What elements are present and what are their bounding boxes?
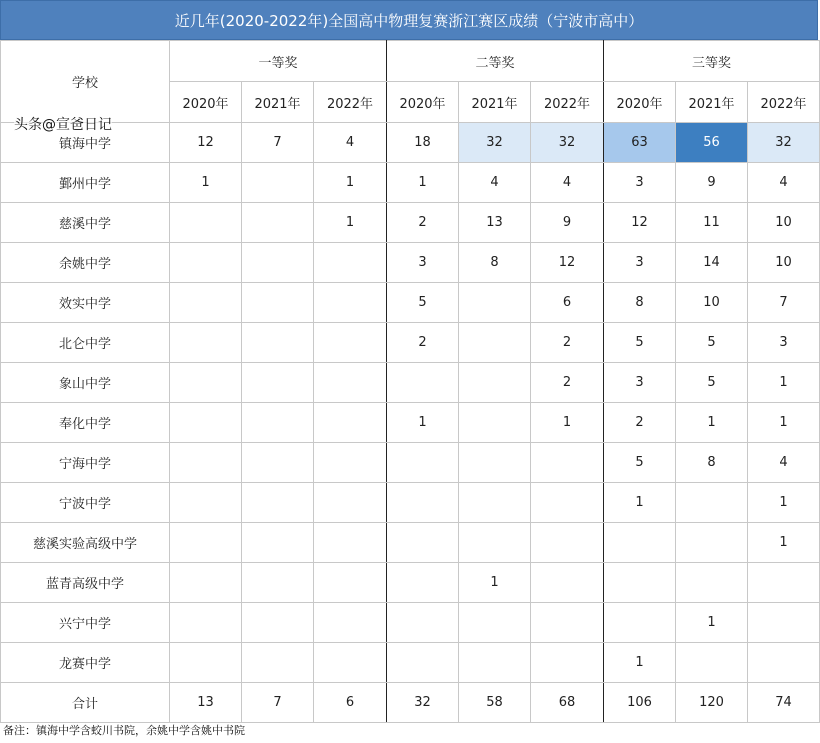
- table-cell: 1: [387, 403, 459, 443]
- table-cell: [314, 323, 387, 363]
- table-cell: 18: [387, 123, 459, 163]
- table-row: [1, 323, 820, 363]
- table-row: [1, 443, 820, 483]
- table-cell: [170, 523, 242, 563]
- table-cell: 32: [459, 123, 531, 163]
- table-cell: [170, 483, 242, 523]
- table-cell: 1: [676, 603, 748, 643]
- table-cell: 6: [531, 283, 604, 323]
- school-name: 余姚中学: [1, 243, 170, 283]
- total-cell: 74: [748, 683, 820, 723]
- table-cell: [242, 323, 314, 363]
- year-header: 2022年: [314, 82, 387, 123]
- total-cell: 32: [387, 683, 459, 723]
- year-header: 2021年: [242, 82, 314, 123]
- table-cell: 1: [531, 403, 604, 443]
- year-header: 2022年: [531, 82, 604, 123]
- table-cell: [314, 403, 387, 443]
- table-cell: [242, 403, 314, 443]
- table-cell: 32: [531, 123, 604, 163]
- table-cell: 8: [604, 283, 676, 323]
- award-header: 一等奖: [170, 41, 387, 82]
- school-name: 宁波中学: [1, 483, 170, 523]
- school-name: 龙赛中学: [1, 643, 170, 683]
- table-cell: [242, 443, 314, 483]
- table-cell: 7: [748, 283, 820, 323]
- table-cell: 2: [531, 363, 604, 403]
- total-cell: 6: [314, 683, 387, 723]
- table-row: [1, 643, 820, 683]
- table-cell: 14: [676, 243, 748, 283]
- table-row: [1, 283, 820, 323]
- table-cell: 1: [170, 163, 242, 203]
- table-cell: 3: [604, 163, 676, 203]
- table-cell: [387, 603, 459, 643]
- footnote: 备注：镇海中学含蛟川书院，余姚中学含姚中书院: [3, 724, 245, 737]
- table-cell: 2: [387, 203, 459, 243]
- table-cell: 10: [748, 203, 820, 243]
- total-cell: 68: [531, 683, 604, 723]
- year-header: 2020年: [387, 82, 459, 123]
- table-cell: [242, 643, 314, 683]
- table-cell: 12: [531, 243, 604, 283]
- table-cell: 5: [604, 443, 676, 483]
- table-cell: 2: [387, 323, 459, 363]
- school-name: 兴宁中学: [1, 603, 170, 643]
- table-cell: 12: [604, 203, 676, 243]
- table-cell: 1: [459, 563, 531, 603]
- table-cell: [314, 363, 387, 403]
- table-cell: [531, 523, 604, 563]
- table-cell: 9: [531, 203, 604, 243]
- header-row-awards: [1, 41, 820, 82]
- table-cell: [242, 483, 314, 523]
- table-cell: 1: [748, 363, 820, 403]
- table-cell: 3: [604, 243, 676, 283]
- table-cell: [314, 643, 387, 683]
- table-cell: 8: [459, 243, 531, 283]
- table-cell: 1: [604, 643, 676, 683]
- award-header: 三等奖: [604, 41, 820, 82]
- table-row: [1, 603, 820, 643]
- watermark-text: 头条@宣爸日记: [14, 114, 112, 134]
- table-row: [1, 563, 820, 603]
- table-row: [1, 203, 820, 243]
- table-cell: 1: [748, 403, 820, 443]
- school-name: 鄞州中学: [1, 163, 170, 203]
- table-cell: 1: [676, 403, 748, 443]
- school-name: 慈溪实验高级中学: [1, 523, 170, 563]
- table-cell: [531, 443, 604, 483]
- school-name: 慈溪中学: [1, 203, 170, 243]
- table-cell: [531, 563, 604, 603]
- table-cell: [170, 403, 242, 443]
- table-cell: [170, 363, 242, 403]
- table-cell: [748, 563, 820, 603]
- table-cell: [531, 643, 604, 683]
- table-cell: [531, 603, 604, 643]
- table-cell: [242, 603, 314, 643]
- total-cell: 13: [170, 683, 242, 723]
- table-cell: 10: [676, 283, 748, 323]
- school-column-header: 学校: [1, 41, 170, 123]
- table-cell: [459, 283, 531, 323]
- table-cell: 2: [531, 323, 604, 363]
- table-row: [1, 163, 820, 203]
- table-row: [1, 483, 820, 523]
- table-cell: 3: [748, 323, 820, 363]
- table-cell: [387, 443, 459, 483]
- school-name: 北仑中学: [1, 323, 170, 363]
- table-cell: [387, 563, 459, 603]
- table-cell: 4: [314, 123, 387, 163]
- table-cell: [170, 643, 242, 683]
- school-name: 镇海中学: [1, 123, 170, 163]
- total-cell: 7: [242, 683, 314, 723]
- table-cell: 2: [604, 403, 676, 443]
- table-cell: 4: [459, 163, 531, 203]
- school-name: 效实中学: [1, 283, 170, 323]
- table-cell: 11: [676, 203, 748, 243]
- total-cell: 120: [676, 683, 748, 723]
- table-cell: [314, 443, 387, 483]
- table-cell: [459, 323, 531, 363]
- table-cell: [170, 203, 242, 243]
- table-cell: 5: [604, 323, 676, 363]
- table-cell: [170, 443, 242, 483]
- table-cell: 4: [748, 443, 820, 483]
- table-row: [1, 403, 820, 443]
- table-cell: [459, 523, 531, 563]
- table-cell: [387, 643, 459, 683]
- year-header: 2020年: [604, 82, 676, 123]
- table-cell: 3: [387, 243, 459, 283]
- table-cell: [604, 563, 676, 603]
- table-cell: [531, 483, 604, 523]
- table-cell: [676, 563, 748, 603]
- table-cell: [314, 523, 387, 563]
- table-cell: [604, 523, 676, 563]
- table-cell: [170, 563, 242, 603]
- table-cell: [387, 363, 459, 403]
- table-cell: [459, 483, 531, 523]
- table-cell: 1: [387, 163, 459, 203]
- table-cell: 9: [676, 163, 748, 203]
- table-cell: 1: [314, 163, 387, 203]
- table-cell: [242, 163, 314, 203]
- table-cell: [459, 443, 531, 483]
- table-cell: 1: [604, 483, 676, 523]
- table-cell: [676, 483, 748, 523]
- table-cell: 4: [531, 163, 604, 203]
- table-cell: [748, 643, 820, 683]
- table-cell: [459, 363, 531, 403]
- table-cell: [242, 243, 314, 283]
- school-name: 奉化中学: [1, 403, 170, 443]
- year-header: 2021年: [676, 82, 748, 123]
- table-cell: [170, 283, 242, 323]
- table-cell: 7: [242, 123, 314, 163]
- table-cell: [242, 363, 314, 403]
- table-cell: 1: [314, 203, 387, 243]
- table-cell: [242, 563, 314, 603]
- table-cell: [314, 483, 387, 523]
- total-cell: 106: [604, 683, 676, 723]
- table-cell: 13: [459, 203, 531, 243]
- table-row: [1, 363, 820, 403]
- table-cell: [314, 603, 387, 643]
- table-cell: [459, 603, 531, 643]
- school-name: 蓝青高级中学: [1, 563, 170, 603]
- table-cell: 63: [604, 123, 676, 163]
- table-cell: 10: [748, 243, 820, 283]
- table-cell: 8: [676, 443, 748, 483]
- table-cell: [242, 203, 314, 243]
- results-table: [0, 40, 820, 723]
- table-cell: 12: [170, 123, 242, 163]
- table-cell: 5: [387, 283, 459, 323]
- total-row: [1, 683, 820, 723]
- table-cell: [314, 283, 387, 323]
- table-row: [1, 123, 820, 163]
- table-cell: 32: [748, 123, 820, 163]
- table-cell: [314, 563, 387, 603]
- table-title: 近几年(2020-2022年)全国高中物理复赛浙江赛区成绩（宁波市高中）: [0, 0, 818, 40]
- school-name: 象山中学: [1, 363, 170, 403]
- table-row: [1, 243, 820, 283]
- year-header: 2021年: [459, 82, 531, 123]
- table-cell: 1: [748, 523, 820, 563]
- table-cell: [676, 523, 748, 563]
- table-cell: [170, 243, 242, 283]
- year-header: 2022年: [748, 82, 820, 123]
- table-cell: 4: [748, 163, 820, 203]
- table-cell: [676, 643, 748, 683]
- table-cell: 5: [676, 363, 748, 403]
- table-cell: 56: [676, 123, 748, 163]
- table-cell: 1: [748, 483, 820, 523]
- table-cell: [459, 643, 531, 683]
- table-row: [1, 523, 820, 563]
- award-header: 二等奖: [387, 41, 604, 82]
- table-cell: [748, 603, 820, 643]
- table-cell: [459, 403, 531, 443]
- table-cell: 3: [604, 363, 676, 403]
- total-cell: 58: [459, 683, 531, 723]
- table-cell: [242, 283, 314, 323]
- table-cell: [604, 603, 676, 643]
- year-header: 2020年: [170, 82, 242, 123]
- table-cell: [170, 323, 242, 363]
- total-label: 合计: [1, 683, 170, 723]
- table-cell: 5: [676, 323, 748, 363]
- table-cell: [170, 603, 242, 643]
- table-cell: [242, 523, 314, 563]
- table-cell: [387, 523, 459, 563]
- table-cell: [314, 243, 387, 283]
- school-name: 宁海中学: [1, 443, 170, 483]
- table-cell: [387, 483, 459, 523]
